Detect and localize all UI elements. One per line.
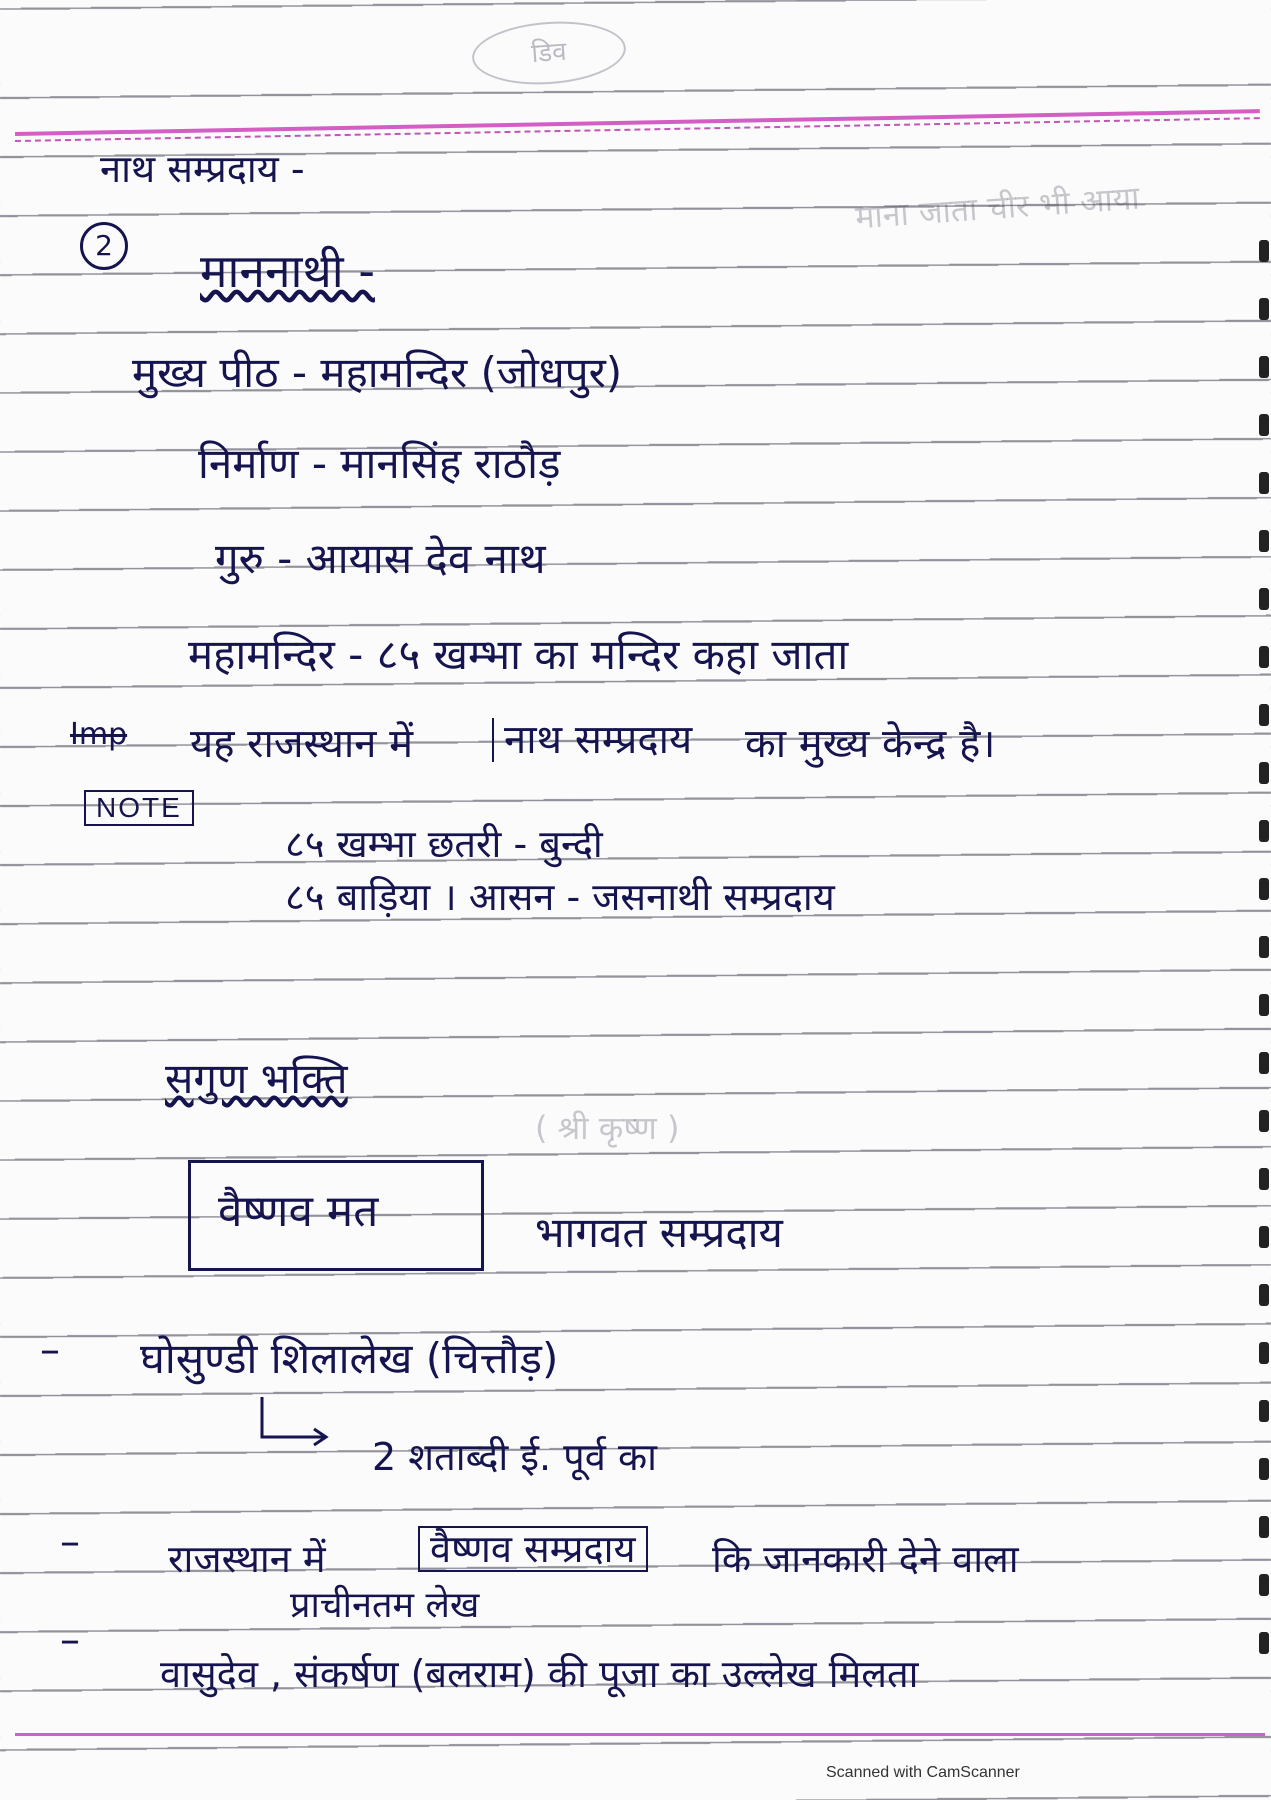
page-mark-stamp: डिव [470,17,628,90]
binding-hole [1259,704,1269,726]
vaishnav-label: वैष्णव मत [218,1186,379,1237]
note-line-1: ८५ खम्भा छतरी - बुन्दी [285,822,603,866]
binding-hole [1259,1574,1269,1596]
binding-hole [1259,240,1269,262]
faint-side-note: माना जाता चीर भी आया [853,178,1141,237]
note-line-2: ८५ बाड़िया । आसन - जसनाथी सम्प्रदाय [285,875,835,919]
dash-bullet: – [40,1327,60,1373]
binding-hole [1259,762,1269,784]
ghosundi-date: 2 शताब्दी ई. पूर्व का [372,1435,657,1479]
binding-hole [1259,356,1269,378]
binding-hole [1259,588,1269,610]
ghosundi-line-3: वासुदेव , संकर्षण (बलराम) की पूजा का उल्लेख मिलता [160,1652,919,1696]
binding-hole [1259,1168,1269,1190]
important-mark: Imp [70,717,128,752]
center-line-start: यह राजस्थान में [190,721,414,767]
binding-hole [1259,1632,1269,1654]
ghosundi-line-2: प्राचीनतम लेख [290,1585,480,1626]
binding-hole [1259,1400,1269,1422]
binding-hole [1259,994,1269,1016]
binding-hole [1259,414,1269,436]
binding-hole [1259,878,1269,900]
ghosundi-title: घोसुण्डी शिलालेख (चित्तौड़) [140,1334,559,1383]
builder-line: निर्माण - मानसिंह राठौड़ [198,439,561,488]
mahamandir-line: महामन्दिर - ८५ खम्भा का मन्दिर कहा जाता [188,630,849,679]
spiral-binding [1249,240,1271,1660]
binding-hole [1259,936,1269,958]
binding-hole [1259,1516,1269,1538]
guru-line: गुरु - आयास देव नाथ [215,534,546,583]
binding-hole [1259,298,1269,320]
binding-hole [1259,1342,1269,1364]
saguna-aside: ( श्री कृष्ण ) [535,1109,680,1147]
dash-bullet-2: – [60,1519,80,1565]
binding-hole [1259,1284,1269,1306]
binding-hole [1259,1458,1269,1480]
center-line-end: का मुख्य केन्द्र है। [745,721,996,767]
binding-hole [1259,646,1269,668]
scanner-footer: Scanned with CamScanner [826,1764,1020,1781]
section-number-circle: 2 [80,222,128,270]
subheading: माननाथी - [200,244,375,298]
binding-hole [1259,1052,1269,1074]
ghosundi-line-1-boxed: वैष्णव सम्प्रदाय [418,1526,648,1572]
main-seat-line: मुख्य पीठ - महामन्दिर (जोधपुर) [132,348,623,397]
arrow-icon [258,1395,333,1450]
binding-hole [1259,1110,1269,1132]
binding-hole [1259,1226,1269,1248]
center-line-boxed: नाथ सम्प्रदाय [492,718,702,762]
bottom-margin-line [15,1733,1265,1736]
dash-bullet-3: – [60,1617,80,1663]
note-label: NOTE [84,790,194,826]
binding-hole [1259,530,1269,552]
bhagwat-label: भागवत सम्प्रदाय [535,1208,783,1257]
ghosundi-line-1-end: कि जानकारी देने वाला [712,1537,1019,1581]
saguna-title: सगुण भक्ति [165,1054,348,1103]
binding-hole [1259,472,1269,494]
binding-hole [1259,820,1269,842]
section-heading: नाथ सम्प्रदाय - [100,147,305,191]
ghosundi-line-1-start: राजस्थान में [168,1537,326,1581]
